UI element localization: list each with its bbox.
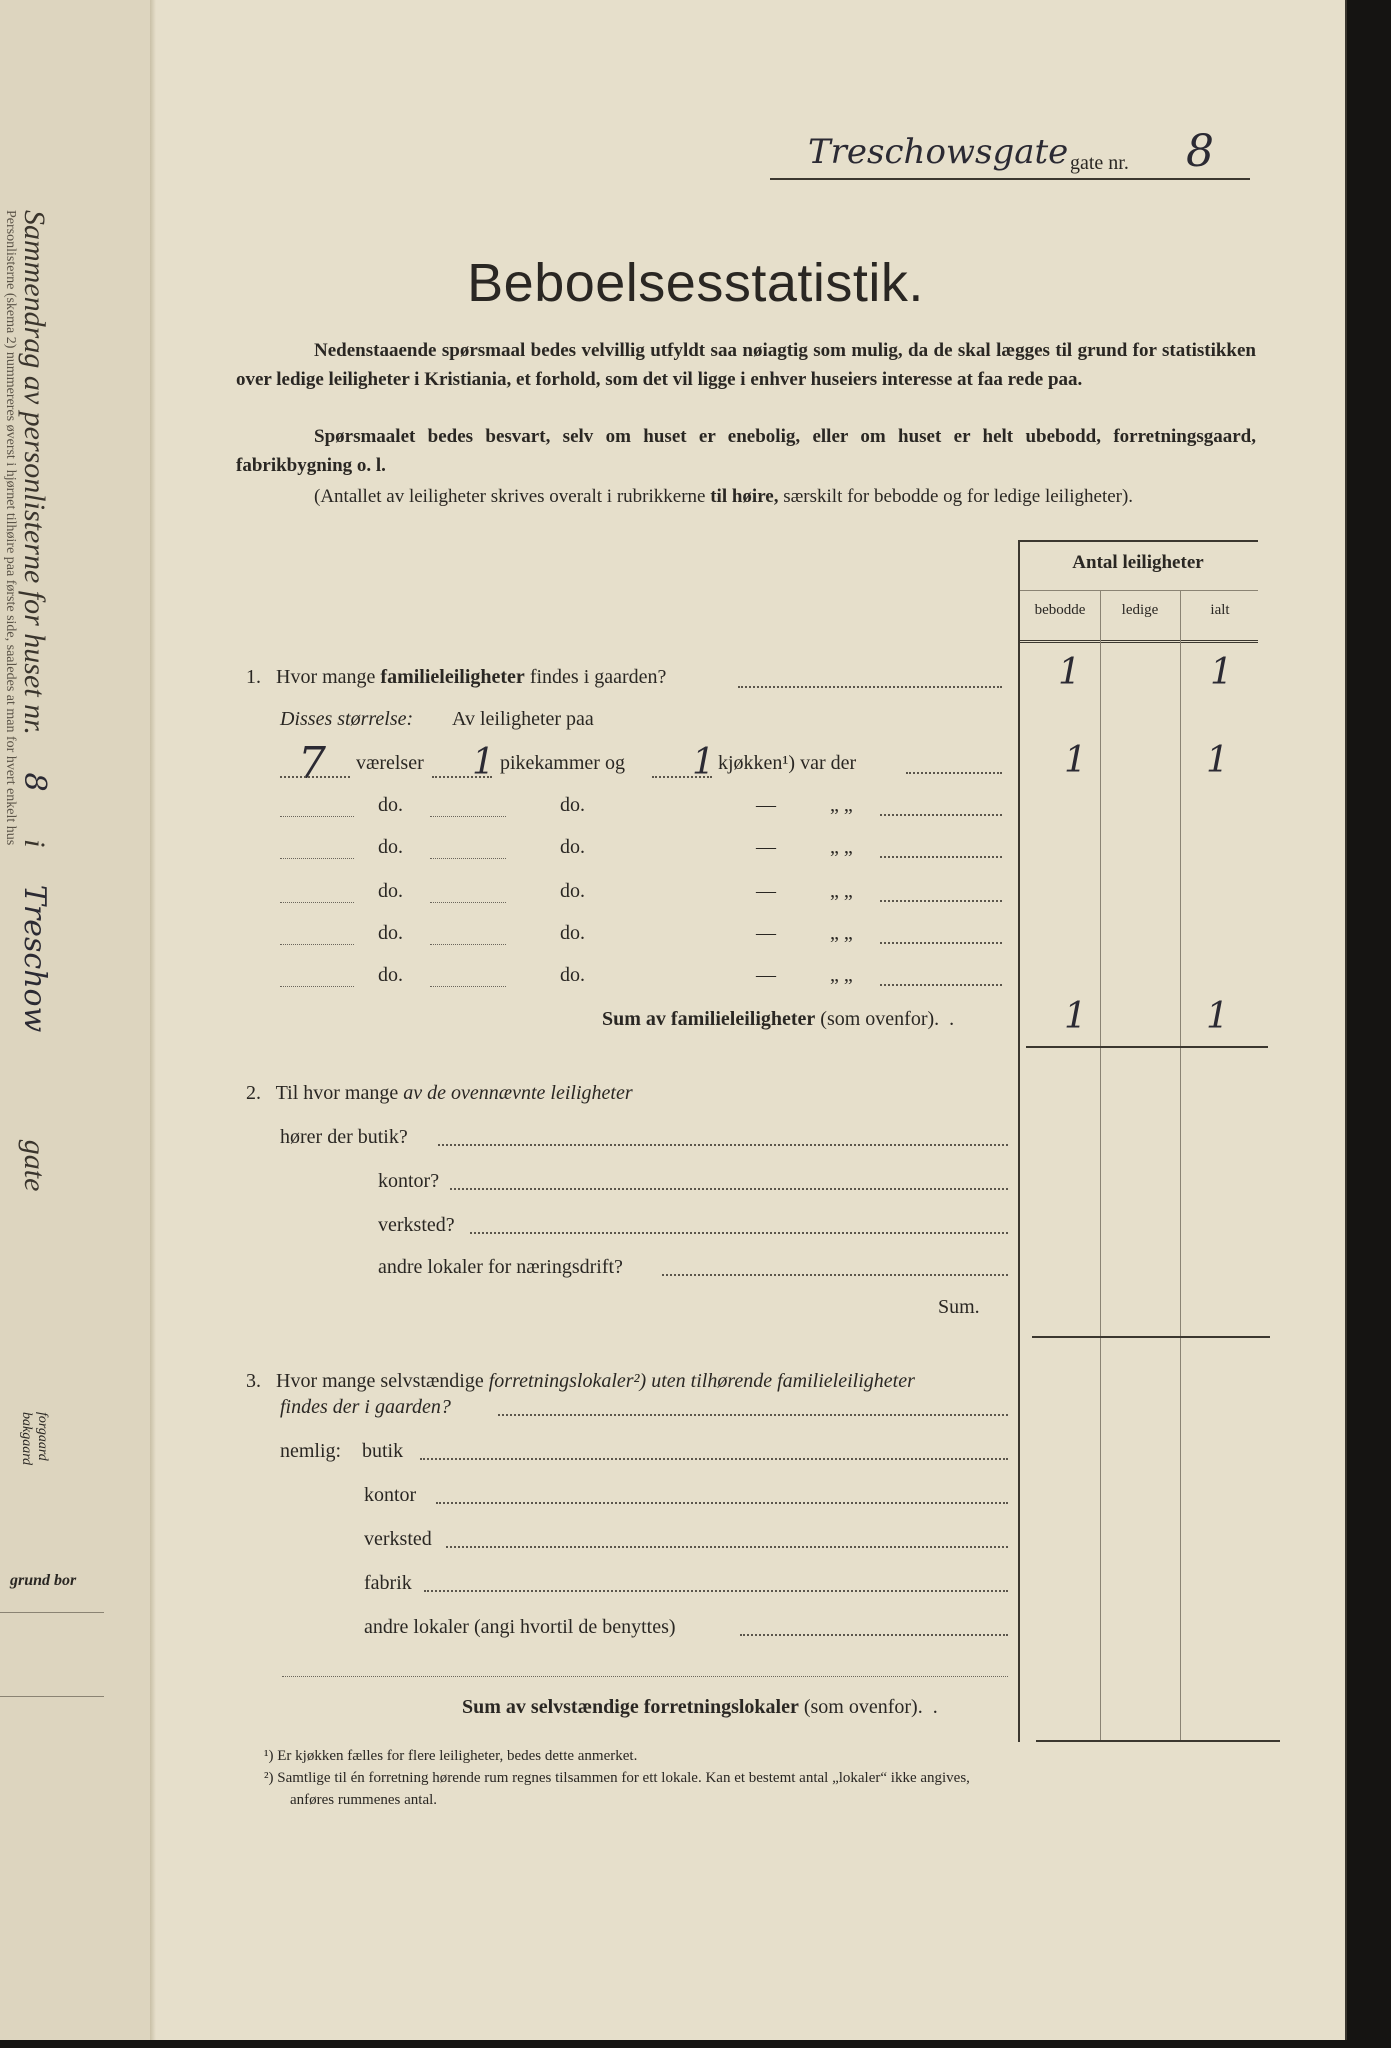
table-col-bebodde: bebodde <box>1034 602 1086 618</box>
do-label: do. <box>560 836 585 858</box>
do-blank <box>280 902 354 903</box>
q1-sizes-label: Disses størrelse: <box>280 708 414 730</box>
do-blank <box>430 944 506 945</box>
do-leader <box>880 814 1002 816</box>
q1-row-ialt: 1 <box>1206 740 1229 781</box>
q1-kjokken-value: 1 <box>692 742 715 783</box>
q3-text-d: findes der i gaarden? <box>280 1396 451 1418</box>
do-blank <box>430 986 506 987</box>
margin-title-text: Sammendrag av personlisterne for huset nr. <box>18 210 51 735</box>
q1-vaerelser-value: 7 <box>298 738 326 789</box>
q3-text-c: uten tilhørende familieleiligheter <box>651 1370 915 1392</box>
q2-butik-leader <box>438 1144 1008 1146</box>
do-blank <box>280 816 354 817</box>
header-gate-nr-label: gate nr. <box>1070 152 1129 174</box>
q2-text-a: Til hvor mange <box>275 1082 399 1104</box>
do-leader <box>880 900 1002 902</box>
q1-dotted-leader <box>738 686 1002 688</box>
do-leader <box>880 942 1002 944</box>
intro-paragraph-1: Nedenstaaende spørsmaal bedes velvillig utfyldt saa nøiagtig som mulig, da de skal lægges til grund for statistikken over ledige leiligheter i Kristiania, et forhold, som det vil ligge i enhver huseiers interesse at faa rede paa. <box>236 340 1256 390</box>
do-blank <box>430 858 506 859</box>
q1-kjokken-blank <box>652 776 712 778</box>
margin-line <box>0 1612 104 1613</box>
margin-line <box>0 1696 104 1697</box>
intro-paragraph-2: Spørsmaalet bedes besvart, selv om huset er enebolig, eller om huset er helt ubebodd, forretningsgaard, fabrikbygning o. l. <box>236 426 1256 476</box>
q3-row <box>246 1370 915 1393</box>
do-label: do. <box>560 964 585 986</box>
do-label: do. <box>378 964 403 986</box>
q3-text-leader <box>498 1414 1008 1416</box>
q1-sum-a: Sum av <box>602 1008 666 1030</box>
q3-andre: andre lokaler (angi hvortil de benyttes) <box>364 1616 676 1638</box>
q2-sum: Sum. <box>938 1296 980 1318</box>
table-col-ialt: ialt <box>1210 602 1230 618</box>
q2-andre-leader <box>662 1274 1008 1276</box>
q1-row-bebodde: 1 <box>1064 740 1087 781</box>
do-quote: „ „ <box>830 836 853 858</box>
q2-verksted-leader <box>470 1232 1008 1234</box>
margin-house-nr: 8 <box>17 772 52 792</box>
do-dash: — <box>756 922 776 944</box>
do-blank <box>280 986 354 987</box>
header-nr-handwritten: 8 <box>1186 126 1214 177</box>
margin-gate-label: gate <box>18 1139 51 1192</box>
q1-number: 1. <box>246 666 261 688</box>
q1-pike-value: 1 <box>472 742 495 783</box>
q1-ialt-value: 1 <box>1210 652 1233 693</box>
q2-butik: hører der butik? <box>280 1126 408 1148</box>
margin-vertical-title <box>17 210 52 1191</box>
q2-text-b: av de ovennævnte leiligheter <box>403 1082 633 1104</box>
q3-kontor: kontor <box>364 1484 417 1506</box>
q3-fabrik: fabrik <box>364 1572 412 1594</box>
q1-text-a: Hvor mange <box>276 666 376 688</box>
q1-pikekammer-label: pikekammer og <box>500 752 625 774</box>
header-street-handwritten: Treschowsgate <box>808 132 1069 172</box>
q1-kjokken-label: kjøkken¹) var der <box>718 752 857 774</box>
q2-verksted: verksted? <box>378 1214 455 1236</box>
intro-paragraph-3 <box>236 482 1256 511</box>
q3-number: 3. <box>246 1370 261 1392</box>
do-label: do. <box>560 794 585 816</box>
do-blank <box>430 816 506 817</box>
q1-bebodde-value: 1 <box>1058 652 1081 693</box>
margin-street-handwritten: Treschow <box>17 884 52 1033</box>
q3-sum-b: selvstændige forretningslokaler <box>530 1696 799 1718</box>
q2-andre: andre lokaler for næringsdrift? <box>378 1256 623 1278</box>
do-quote: „ „ <box>830 794 853 816</box>
q1-sum-b: familieleiligheter <box>670 1008 816 1030</box>
margin-bakgaard: bakgaard <box>19 1412 34 1466</box>
header-underline <box>770 178 1250 180</box>
q3-kontor-leader <box>436 1502 1008 1504</box>
q3-sum-line <box>1036 1740 1280 1742</box>
do-quote: „ „ <box>830 964 853 986</box>
table-header-bottom <box>1018 640 1258 643</box>
q1-sum-c: (som ovenfor) <box>820 1008 935 1030</box>
q3-butik-leader <box>420 1458 1008 1460</box>
q1-vaerelser-blank <box>280 776 350 778</box>
do-label: do. <box>378 922 403 944</box>
do-quote: „ „ <box>830 880 853 902</box>
do-label: do. <box>378 794 403 816</box>
q3-sum-row: Sum av selvstændige forretningslokaler (som ovenfor). . <box>462 1696 938 1718</box>
q3-sum-a: Sum av <box>462 1696 526 1718</box>
q2-row <box>246 1082 633 1105</box>
intro-p3-c: særskilt for bebodde og for ledige leiligheter). <box>783 486 1134 507</box>
q2-kontor-leader <box>450 1188 1008 1190</box>
q1-text-c: findes i gaarden? <box>529 666 667 688</box>
do-label: do. <box>378 880 403 902</box>
q3-butik: butik <box>362 1440 404 1462</box>
intro-p3-a: (Antallet av leiligheter skrives overalt i rubrikkerne <box>314 486 706 507</box>
q2-number: 2. <box>246 1082 261 1104</box>
do-leader <box>880 984 1002 986</box>
q3-text-a: Hvor mange selvstændige <box>276 1370 484 1392</box>
q3-nemlig: nemlig: <box>280 1440 342 1462</box>
q2-kontor: kontor? <box>378 1170 440 1192</box>
q1-sum-line <box>1026 1046 1268 1048</box>
q1-sum-bebodde: 1 <box>1064 996 1087 1037</box>
q1-pike-blank <box>432 776 492 778</box>
do-dash: — <box>756 794 776 816</box>
q1-sum-row: Sum av familieleiligheter (som ovenfor). . <box>602 1008 955 1030</box>
q1-row <box>246 666 666 689</box>
q3-verksted-leader <box>446 1546 1008 1548</box>
do-blank <box>280 858 354 859</box>
margin-grund-bor: grund bor <box>10 1572 77 1589</box>
q3-sum-c: (som ovenfor) <box>803 1696 918 1718</box>
table-col-ledige: ledige <box>1121 602 1159 618</box>
footnote-2: ²) Samtlige til én forretning hørende rum regnes tilsammen for ett lokale. Kan et bestemt antal „lokaler“ ikke angives, <box>264 1770 970 1786</box>
do-blank <box>430 902 506 903</box>
page-title: Beboelsesstatistik. <box>467 253 924 313</box>
q2-sum-line <box>1032 1336 1270 1338</box>
q1-row-leader <box>906 772 1002 774</box>
table-left-border <box>1018 540 1020 1742</box>
do-quote: „ „ <box>830 922 853 944</box>
do-leader <box>880 856 1002 858</box>
q1-sizes-text: Av leiligheter paa <box>452 708 594 730</box>
table-top-line <box>1018 540 1258 542</box>
footnote-2b: anføres rummenes antal. <box>290 1792 438 1808</box>
intro-p3-b: til høire, <box>710 486 779 507</box>
do-label: do. <box>378 836 403 858</box>
q3-verksted: verksted <box>364 1528 432 1550</box>
table-header-title: Antal leiligheter <box>1072 552 1204 573</box>
q1-vaerelser-label: værelser <box>356 752 424 774</box>
q1-sum-ialt: 1 <box>1206 996 1229 1037</box>
do-dash: — <box>756 964 776 986</box>
margin-vertical-small: Personlisterne (skema 2) nummereres øverst i hjørnet tilhøire paa første side, saaledes at man for hvert enkelt hus <box>3 210 18 846</box>
do-dash: — <box>756 880 776 902</box>
do-blank <box>280 944 354 945</box>
do-label: do. <box>560 922 585 944</box>
do-label: do. <box>560 880 585 902</box>
do-dash: — <box>756 836 776 858</box>
margin-forgaard: forgaard <box>35 1412 50 1461</box>
margin-i-label: i <box>18 839 51 848</box>
footnote-1: ¹) Er kjøkken fælles for flere leiligheter, bedes dette anmerket. <box>264 1748 638 1764</box>
table-header-divider <box>1018 590 1258 591</box>
q3-blank-line <box>282 1676 1008 1677</box>
table-col-divider-2 <box>1180 590 1181 1742</box>
q3-andre-leader <box>740 1634 1008 1636</box>
q1-text-b: familieleiligheter <box>380 666 525 688</box>
q3-text-b: forretningslokaler²) <box>488 1370 647 1392</box>
q3-fabrik-leader <box>424 1590 1008 1592</box>
table-col-divider-1 <box>1100 590 1101 1742</box>
